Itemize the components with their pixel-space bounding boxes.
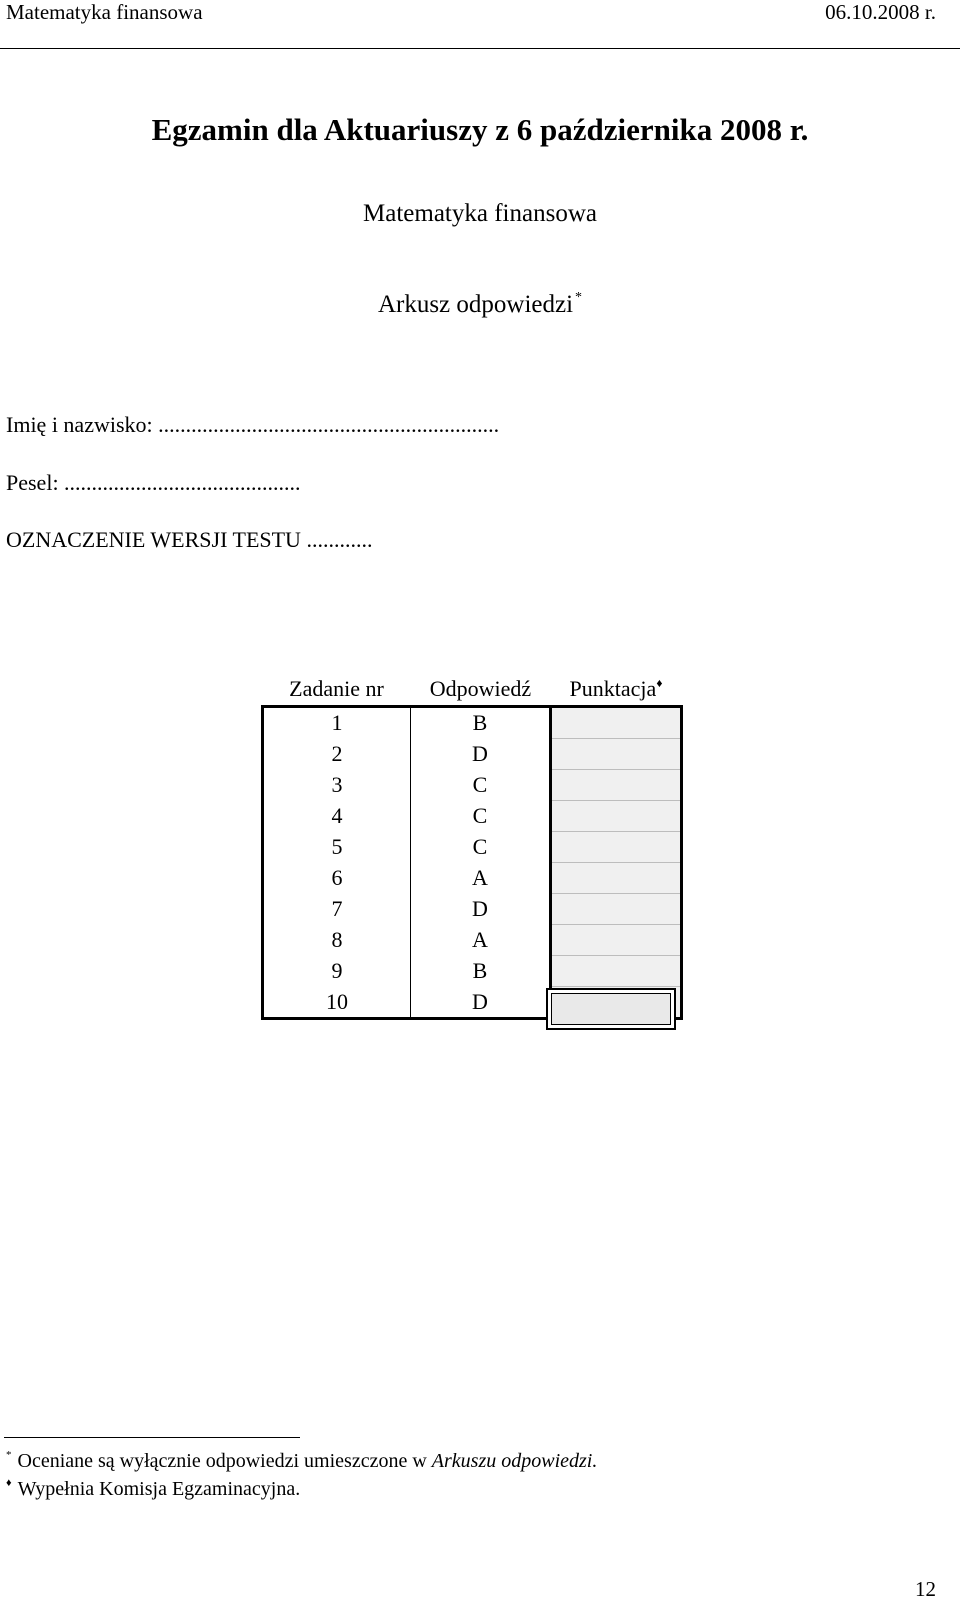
table-header-row [263,673,682,707]
footnote-1 [6,1449,597,1473]
answer-cell: D [411,739,551,770]
total-points-box[interactable] [546,988,676,1030]
diamond-icon: ♦ [6,1477,12,1489]
task-number: 7 [263,894,411,925]
subject-title: Matematyka finansowa [363,200,597,227]
answer-cell: C [411,801,551,832]
footnote-marker-asterisk: * [575,290,583,305]
task-number: 3 [263,770,411,801]
task-number: 4 [263,801,411,832]
table-row [263,707,682,739]
answer-cell: C [411,770,551,801]
answer-sheet-title [0,290,960,319]
answer-cell: B [411,956,551,987]
table-row [263,925,682,956]
header-left: Matematyka finansowa [6,0,203,24]
task-number: 10 [263,987,411,1019]
answer-cell: B [411,707,551,739]
points-cell[interactable] [551,801,682,832]
task-number: 6 [263,863,411,894]
task-number: 1 [263,707,411,739]
task-number: 9 [263,956,411,987]
answer-cell: A [411,925,551,956]
table-row [263,956,682,987]
points-cell[interactable] [551,956,682,987]
task-number: 5 [263,832,411,863]
total-points-field[interactable] [551,993,671,1025]
diamond-icon: ♦ [656,676,663,690]
points-cell[interactable] [551,832,682,863]
test-version-field: OZNACZENIE WERSJI TESTU ............ [6,527,373,552]
points-cell[interactable] [551,770,682,801]
answer-cell: A [411,863,551,894]
points-cell[interactable] [551,894,682,925]
asterisk-icon: * [6,1449,12,1461]
footnote-1-italic: Arkuszu odpowiedzi. [431,1450,598,1472]
footnote-2 [6,1477,300,1501]
header-points-label: Punktacja [569,676,657,701]
answer-table [261,673,683,1020]
table-row [263,770,682,801]
task-number: 2 [263,739,411,770]
page-number: 12 [915,1577,936,1601]
header-date: 06.10.2008 r. [825,0,936,24]
points-cell[interactable] [551,739,682,770]
answer-cell: D [411,894,551,925]
name-field: Imię i nazwisko: .............................................................. [6,412,500,437]
points-cell[interactable] [551,863,682,894]
footnote-rule [4,1437,300,1438]
header-rule [0,48,960,49]
page-title: Egzamin dla Aktuariuszy z 6 października 2008 r. [151,112,809,147]
answer-sheet-title-text: Arkusz odpowiedzi [377,291,574,318]
header-points [551,673,682,707]
table-row [263,863,682,894]
points-cell[interactable] [551,925,682,956]
table-row [263,832,682,863]
answer-cell: C [411,832,551,863]
table-row [263,739,682,770]
header-answer: Odpowiedź [429,676,532,701]
table-row [263,801,682,832]
task-number: 8 [263,925,411,956]
pesel-field: Pesel: ........................................... [6,470,301,495]
header-task-number: Zadanie nr [289,676,384,701]
footnote-2-text: Wypełnia Komisja Egzaminacyjna. [17,1478,301,1500]
answer-cell: D [411,987,551,1019]
table-row [263,894,682,925]
footnote-1-text: Oceniane są wyłącznie odpowiedzi umieszczone w [17,1450,432,1472]
points-cell[interactable] [551,707,682,739]
